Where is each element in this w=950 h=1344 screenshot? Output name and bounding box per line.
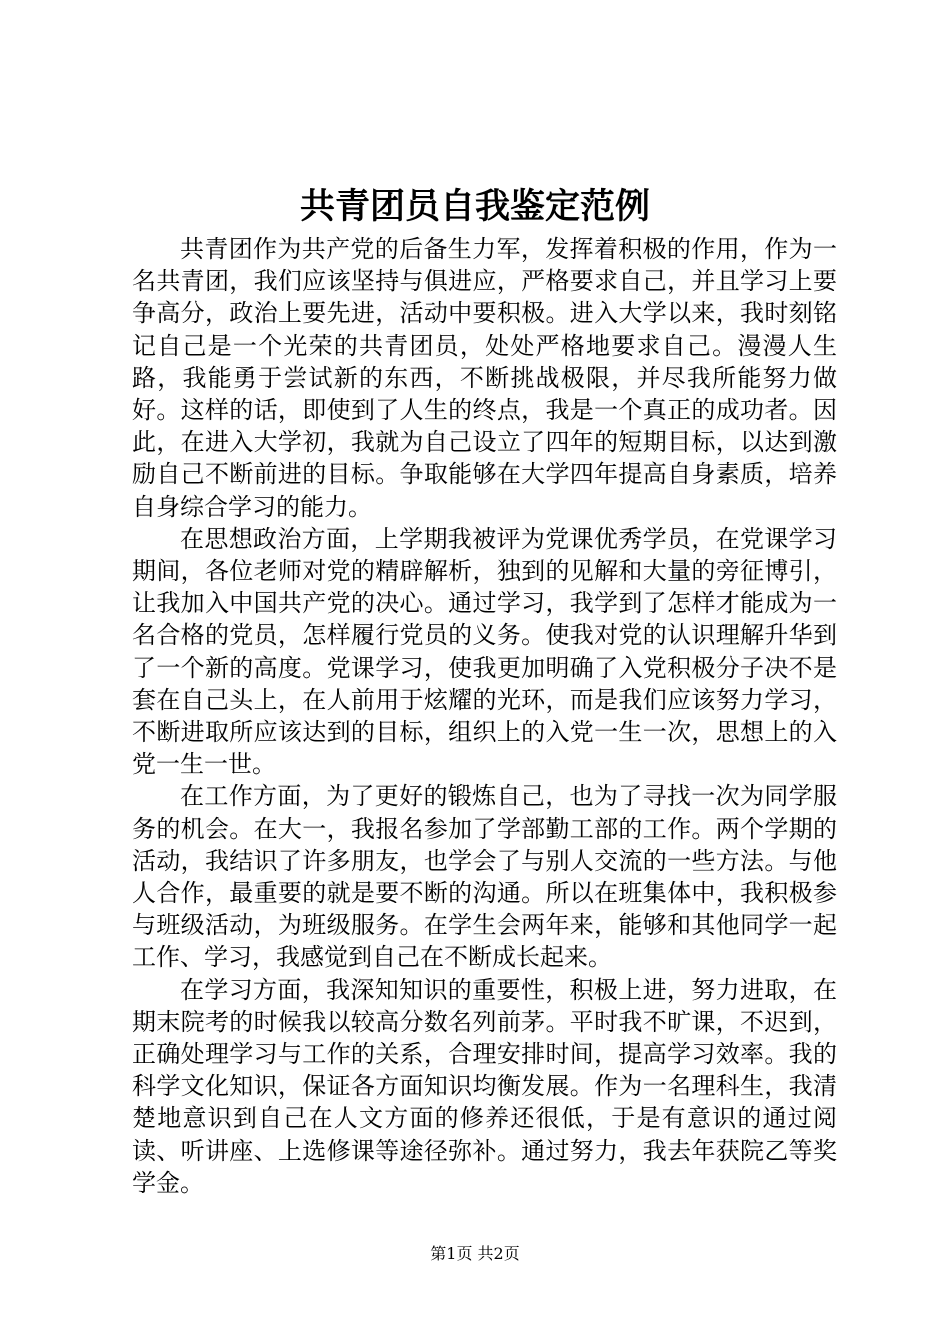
- document-body: [132, 233, 837, 1199]
- document-title: 共青团员自我鉴定范例: [299, 186, 650, 227]
- paragraph-study: 在学习方面，我深知知识的重要性，积极上进，努力进取，在期末院考的时候我以较高分数名列前茅。平时我不旷课，不迟到，正确处理学习与工作的关系，合理安排时间，提高学习效率。我的科学文化知识，保证各方面知识均衡发展。作为一名理科生，我清楚地意识到自己在人文方面的修养还很低，于是有意识的通过阅读、听讲座、上选修课等途径弥补。通过努力，我去年获院乙等奖学金。: [132, 975, 837, 1197]
- page-number-footer: 第1页 共2页: [430, 1244, 520, 1263]
- paragraph-work: 在工作方面，为了更好的锻炼自己，也为了寻找一次为同学服务的机会。在大一，我报名参加了学部勤工部的工作。两个学期的活动，我结识了许多朋友，也学会了与别人交流的一些方法。与他人合作，最重要的就是要不断的沟通。所以在班集体中，我积极参与班级活动，为班级服务。在学生会两年来，能够和其他同学一起工作、学习，我感觉到自己在不断成长起来。: [132, 782, 837, 972]
- paragraph-intro: 共青团作为共产党的后备生力军，发挥着积极的作用，作为一名共青团，我们应该坚持与俱进应，严格要求自己，并且学习上要争高分，政治上要先进，活动中要积极。进入大学以来，我时刻铭记自己是一个光荣的共青团员，处处严格地要求自己。漫漫人生路，我能勇于尝试新的东西，不断挑战极限，并尽我所能努力做好。这样的话，即使到了人生的终点，我是一个真正的成功者。因此，在进入大学初，我就为自己设立了四年的短期目标，以达到激励自己不断前进的目标。争取能够在大学四年提高自身素质，培养自身综合学习的能力。: [132, 235, 837, 521]
- paragraph-politics: 在思想政治方面，上学期我被评为党课优秀学员，在党课学习期间，各位老师对党的精辟解析，独到的见解和大量的旁征博引，让我加入中国共产党的决心。通过学习，我学到了怎样才能成为一名合格的党员，怎样履行党员的义务。使我对党的认识理解升华到了一个新的高度。党课学习，使我更加明确了入党积极分子决不是套在自己头上，在人前用于炫耀的光环，而是我们应该努力学习，不断进取所应该达到的目标，组织上的入党一生一次，思想上的入党一生一世。: [132, 524, 837, 779]
